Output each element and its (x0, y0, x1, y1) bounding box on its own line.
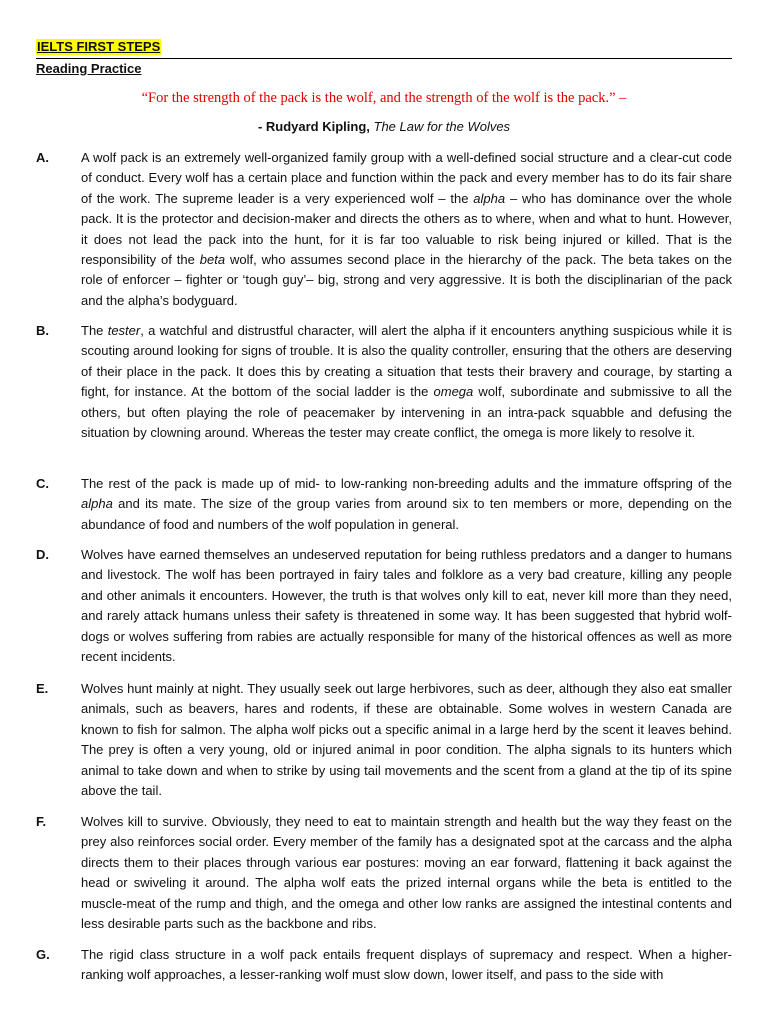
paragraph-label: B. (36, 323, 49, 338)
paragraph-text: A wolf pack is an extremely well-organized family group with a well-defined social structure and a clear-cut code of conduct. Every wolf has a certain place and function within the pack and every member has to do its fair share of the work. The supreme leader is a very experienced wolf – the alpha – who has dominance over the whole pack. It is the protector and decision-maker and directs the others as to where, when and what to hunt. However, it does not lead the pack into the hunt, for it is far too valuable to risk being injured or killed. That is the responsibility of the beta wolf, who assumes second place in the hierarchy of the pack. The beta takes on the role of enforcer – fighter or ‘tough guy’– big, strong and very aggressive. It is both the disciplinarian of the pack and the alpha’s bodyguard. (81, 150, 733, 308)
section-title: Reading Practice (36, 61, 142, 76)
paragraph-d (36, 545, 732, 667)
paragraph-label: F. (36, 814, 47, 829)
paragraph-label: A. (36, 150, 49, 165)
paragraph-b (36, 321, 732, 443)
paragraph-label: D. (36, 547, 49, 562)
paragraph-a (36, 148, 732, 311)
paragraph-text: Wolves kill to survive. Obviously, they need to eat to maintain strength and health but the way they feast on the prey also reinforces social order. Every member of the family has a designated spot at the carcass and the alpha directs them to their places through various ear postures: moving an ear forward, flattening it back against the head or swiveling it around. The alpha wolf eats the prized internal organs while the beta is entitled to the muscle-meat of the rump and thigh, and the omega and other low ranks are assigned the intestinal contents and less desirable parts such as the backbone and ribs. (81, 814, 732, 932)
paragraph-f (36, 812, 732, 934)
header-rule (36, 58, 732, 59)
paragraph-c (36, 474, 732, 535)
paragraph-text: Wolves hunt mainly at night. They usually seek out large herbivores, such as deer, although they also eat smaller animals, such as beavers, hares and rodents, if these are obtainable. Some wolves in western Canada are known to fish for salmon. The alpha wolf picks out a specific animal in a large herd by the scent it leaves behind. The prey is often a very young, old or injured animal in poor condition. The alpha signals to its hunters which animal to take down and when to strike by using tail movements and the scent from a gland at the tip of its spine above the tail. (81, 681, 732, 799)
paragraph-e (36, 679, 732, 801)
attribution-author: - Rudyard Kipling, (257, 119, 374, 134)
series-title: IELTS FIRST STEPS (37, 39, 161, 54)
paragraph-text: The rigid class structure in a wolf pack entails frequent displays of supremacy and respect. When a higher-ranking wolf approaches, a lesser-ranking wolf must slow down, lower itself, and pass to the side with (81, 947, 732, 983)
header (36, 38, 732, 56)
attribution-work: The Law for the Wolves (373, 119, 511, 134)
paragraph-label: G. (36, 947, 50, 962)
epigraph-quote: “For the strength of the pack is the wolf, and the strength of the wolf is the pack.” – (141, 90, 627, 106)
paragraph-text: The rest of the pack is made up of mid- to low-ranking non-breeding adults and the immature offspring of the alpha and its mate. The size of the group varies from around six to ten members or more, depending on the abundance of food and numbers of the wolf population in general. (81, 476, 732, 532)
paragraph-label: C. (36, 476, 49, 491)
paragraph-text: Wolves have earned themselves an undeserved reputation for being ruthless predators and a danger to humans and livestock. The wolf has been portrayed in fairy tales and folklore as a very bad creature, killing any people and other animals it encounters. However, the truth is that wolves only kill to eat, never kill more than they need, and rarely attack humans unless their safety is threatened in some way. It has been suggested that hybrid wolf-dogs or wolves suffering from rabies are actually responsible for many of the historical offences as well as more recent incidents. (81, 547, 732, 665)
paragraph-label: E. (36, 681, 49, 696)
paragraph-g (36, 945, 732, 986)
paragraph-text: The tester, a watchful and distrustful character, will alert the alpha if it encounters anything suspicious while it is scouting around looking for signs of trouble. It is also the quality controller, ensuring that the others are deserving of their place in the pack. It does this by creating a situation that tests their bravery and courage, by starting a fight, for instance. At the bottom of the social ladder is the omega wolf, subordinate and submissive to all the others, but often playing the role of peacemaker by intervening in an intra-pack squabble and defusing the situation by clowning around. Whereas the tester may create conflict, the omega is more likely to resolve it. (81, 323, 733, 441)
epigraph-attribution (36, 119, 732, 134)
